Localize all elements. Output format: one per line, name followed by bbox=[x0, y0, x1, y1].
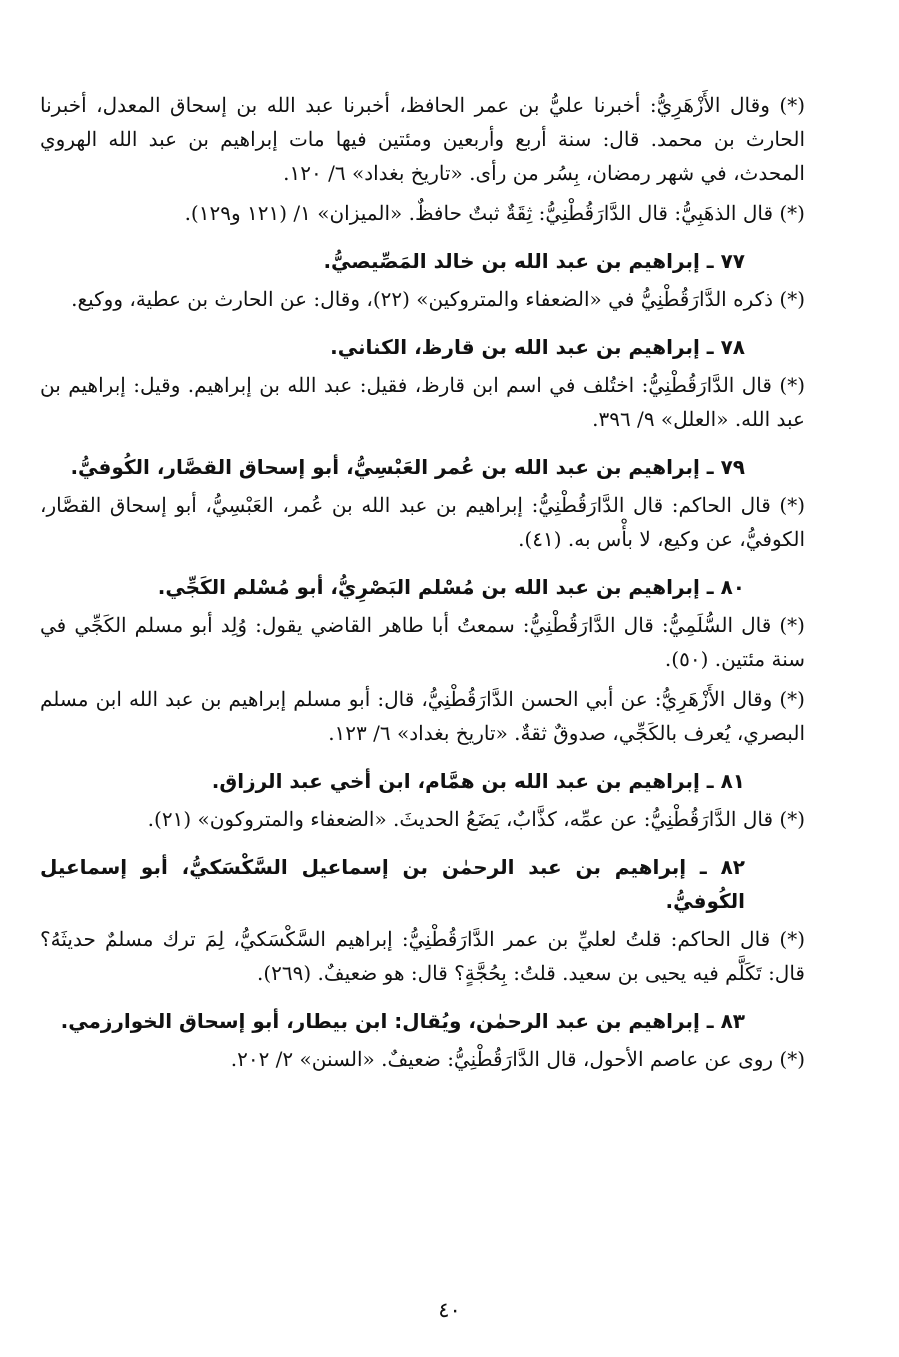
entry-heading-77: ٧٧ ـ إبراهيم بن عبد الله بن خالد المَصِّيصيُّ. bbox=[323, 249, 745, 273]
entry-heading-80: ٨٠ ـ إبراهيم بن عبد الله بن مُسْلم البَصْرِيُّ، أبو مُسْلم الكَجِّي. bbox=[157, 575, 745, 599]
entry-heading-81: ٨١ ـ إبراهيم بن عبد الله بن همَّام، ابن أخي عبد الرزاق. bbox=[211, 769, 745, 793]
entry-heading-82: ٨٢ ـ إبراهيم بن عبد الرحمٰن بن إسماعيل السَّكْسَكيُّ، أبو إسماعيل الكُوفيُّ. bbox=[40, 855, 745, 913]
paragraph-10: (*) وقال الأَزْهَرِيُّ: عن أبي الحسن الدَّارَقُطْنِيُّ، قال: أبو مسلم إبراهيم بن عبد الله ابن مسلم البصري، يُعرف بالكَجِّي، صدوقٌ ثقةٌ. «تاريخ بغداد» ٦/ ١٢٣. bbox=[40, 687, 805, 745]
paragraph-1: (*) قال الذهَبِيُّ: قال الدَّارَقُطْنِيُّ: ثِقَةٌ ثبتٌ حافظٌ. «الميزان» ١/ (١٢١ و١٢٩). bbox=[184, 201, 805, 225]
paragraph-16: (*) روى عن عاصم الأحول، قال الدَّارَقُطْنِيُّ: ضعيفٌ. «السنن» ٢/ ٢٠٢. bbox=[230, 1047, 805, 1071]
paragraph-5: (*) قال الدَّارَقُطْنِيُّ: اختُلف في اسم ابن قارظ، فقيل: عبد الله بن إبراهيم. وقيل: إبراهيم بن عبد الله. «العلل» ٩/ ٣٩٦. bbox=[40, 373, 805, 431]
entry-heading-79: ٧٩ ـ إبراهيم بن عبد الله بن عُمر العَبْسِيُّ، أبو إسحاق القصَّار، الكُوفيُّ. bbox=[70, 455, 745, 479]
page-number: ٤٠ bbox=[438, 1298, 461, 1322]
entry-heading-78: ٧٨ ـ إبراهيم بن عبد الله بن قارظ، الكناني. bbox=[330, 335, 745, 359]
entry-heading-83: ٨٣ ـ إبراهيم بن عبد الرحمٰن، ويُقال: ابن بيطار، أبو إسحاق الخوارزمي. bbox=[60, 1009, 745, 1033]
paragraph-0: (*) وقال الأَزْهَرِيُّ: أخبرنا عليُّ بن عمر الحافظ، أخبرنا عبد الله بن إسحاق المعدل، أخبرنا الحارث بن محمد. قال: سنة أربع وأربعين ومئتين فيها مات إبراهيم بن عبد الله الهروي المحدث، في شهر رمضان، بِسُر من رأى. «تاريخ بغداد» ٦/ ١٢٠. bbox=[40, 93, 805, 185]
paragraph-9: (*) قال السُّلَمِيُّ: قال الدَّارَقُطْنِيُّ: سمعتُ أبا طاهر القاضي يقول: وُلِد أبو مسلم الكَجِّي في سنة مئتين. (٥٠). bbox=[40, 613, 805, 671]
paragraph-7: (*) قال الحاكم: قال الدَّارَقُطْنِيُّ: إبراهيم بن عبد الله بن عُمر، العَبْسِيُّ، أبو إسحاق القصَّار، الكوفيُّ، عن وكيع، لا بأْس به. (٤١). bbox=[40, 493, 805, 551]
paragraph-14: (*) قال الحاكم: قلتُ لعليِّ بن عمر الدَّارَقُطْنِيُّ: إبراهيم السَّكْسَكيُّ، لِمَ ترك مسلمٌ حديثَهُ؟ قال: تَكَلَّم فيه يحيى بن سعيد. قلتُ: بِحُجَّةٍ؟ قال: هو ضعيفٌ. (٢٦٩). bbox=[40, 927, 805, 985]
paragraph-12: (*) قال الدَّارَقُطْنِيُّ: عن عمِّه، كذَّابٌ، يَضَعُ الحديثَ. «الضعفاء والمتروكون» (٢١). bbox=[147, 807, 805, 831]
paragraph-3: (*) ذكره الدَّارَقُطْنِيُّ في «الضعفاء والمتروكين» (٢٢)، وقال: عن الحارث بن عطية، ووكيع. bbox=[71, 287, 805, 311]
